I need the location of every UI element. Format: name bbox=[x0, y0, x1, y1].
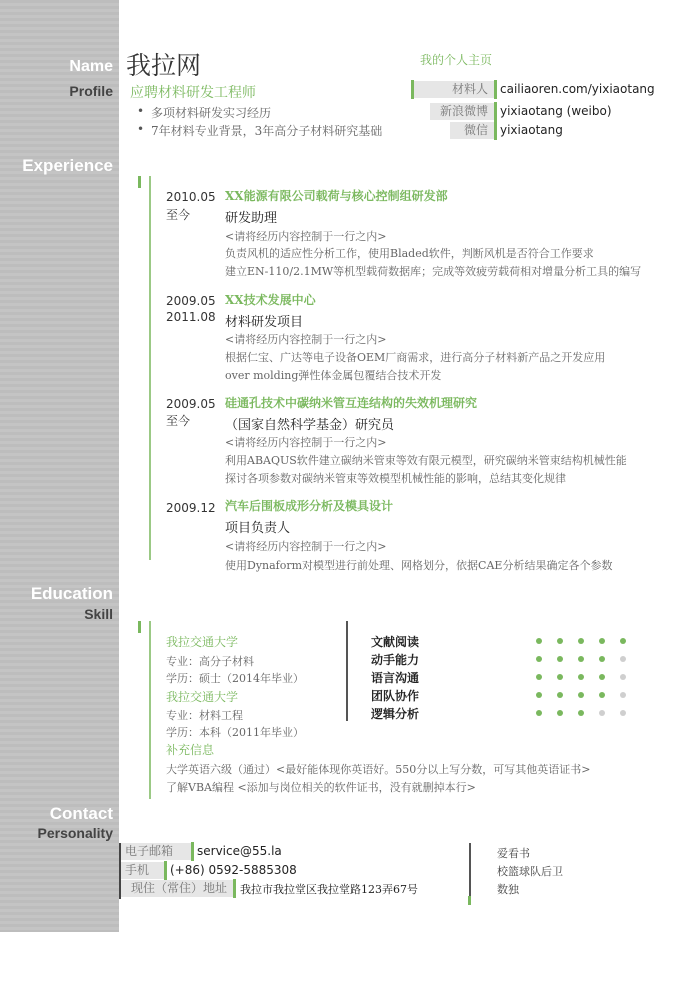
link-label-cailiaoren: 材料人 bbox=[414, 81, 494, 98]
exp-date-start: 2009.05 bbox=[166, 294, 216, 308]
highlight-item: • 多项材料研发实习经历 bbox=[151, 104, 271, 121]
extra-info-line: 大学英语六级（通过）<最好能体现你英语好。550分以上写分数，可写其他英语证书> bbox=[166, 763, 591, 776]
exp-role: （国家自然科学基金）研究员 bbox=[225, 418, 395, 433]
exp-org: 硅通孔技术中碳纳米管互连结构的失效机理研究 bbox=[225, 396, 478, 410]
personality-item: 校篮球队后卫 bbox=[497, 865, 563, 878]
person-name: 我拉网 bbox=[126, 51, 202, 80]
section-name-title: Name bbox=[69, 58, 113, 75]
contact-label-phone: 手机 bbox=[121, 862, 164, 879]
education-timeline bbox=[149, 621, 151, 799]
exp-org: 汽车后围板成形分析及模具设计 bbox=[225, 499, 394, 513]
highlight-item: • 7年材料专业背景，3年高分子材料研究基础 bbox=[151, 122, 382, 139]
skill-label: 逻辑分析 bbox=[371, 707, 420, 721]
link-marker bbox=[494, 102, 497, 121]
contact-phone[interactable]: (+86) 0592-5885308 bbox=[170, 863, 297, 877]
skill-dot-empty bbox=[620, 674, 626, 680]
skill-label: 动手能力 bbox=[371, 653, 420, 667]
section-experience-title: Experience bbox=[22, 156, 113, 175]
exp-line: 利用ABAQUS软件建立碳纳米管束等效有限元模型，研究碳纳米管束结构机械性能 bbox=[225, 454, 627, 467]
exp-line: over molding弹性体金属包覆结合技术开发 bbox=[225, 369, 442, 382]
section-education-title: Education bbox=[30, 584, 113, 603]
skill-divider bbox=[346, 621, 348, 721]
exp-date-start: 2009.05 bbox=[166, 397, 216, 411]
exp-date-start: 2010.05 bbox=[166, 190, 216, 204]
left-sidebar bbox=[0, 0, 119, 932]
exp-date-start: 2009.12 bbox=[166, 501, 216, 515]
link-marker bbox=[494, 80, 497, 99]
school-name: 我拉交通大学 bbox=[166, 690, 239, 704]
skill-dot-empty bbox=[620, 692, 626, 698]
contact-marker bbox=[233, 879, 236, 898]
school-major: 专业：材料工程 bbox=[166, 709, 243, 722]
section-skill-title: Skill bbox=[84, 606, 113, 622]
skill-dot-filled bbox=[557, 656, 563, 662]
skill-dot-filled bbox=[599, 638, 605, 644]
skill-dot-filled bbox=[557, 710, 563, 716]
exp-org: XX能源有限公司载荷与核心控制组研发部 bbox=[225, 189, 448, 203]
timeline-marker bbox=[138, 176, 141, 188]
exp-date-end: 至今 bbox=[166, 208, 191, 222]
skill-dot-filled bbox=[536, 674, 542, 680]
skill-dot-filled bbox=[557, 692, 563, 698]
skill-label: 语言沟通 bbox=[371, 671, 420, 685]
school-degree: 学历：硕士（2014年毕业） bbox=[166, 672, 304, 685]
skill-dot-filled bbox=[578, 710, 584, 716]
skill-label: 团队协作 bbox=[371, 689, 420, 703]
personality-item: 数独 bbox=[497, 883, 519, 896]
exp-line: 使用Dynaform对模型进行前处理、网格划分，依据CAE分析结果确定各个参数 bbox=[225, 559, 613, 572]
exp-line: 根据仁宝、广达等电子设备OEM厂商需求，进行高分子材料新产品之开发应用 bbox=[225, 351, 606, 364]
skill-dot-filled bbox=[578, 656, 584, 662]
skill-dot-filled bbox=[536, 692, 542, 698]
skill-dot-filled bbox=[557, 638, 563, 644]
exp-line: <请将经历内容控制于一行之内> bbox=[225, 230, 387, 243]
skill-dot-filled bbox=[536, 710, 542, 716]
skill-dot-empty bbox=[620, 656, 626, 662]
exp-line: <请将经历内容控制于一行之内> bbox=[225, 540, 387, 553]
link-label-weibo: 新浪微博 bbox=[430, 103, 494, 120]
section-personality-title: Personality bbox=[37, 825, 113, 841]
skill-dot-filled bbox=[620, 638, 626, 644]
section-profile-title: Profile bbox=[69, 83, 113, 99]
section-contact-title: Contact bbox=[49, 804, 113, 823]
exp-line: 建立EN-110/2.1MW等机型载荷数据库；完成等效疲劳载荷相对增量分析工具的编写 bbox=[225, 265, 642, 278]
experience-timeline bbox=[149, 176, 151, 560]
skill-dot-filled bbox=[578, 692, 584, 698]
school-major: 专业：高分子材料 bbox=[166, 655, 254, 668]
link-label-wechat: 微信 bbox=[450, 122, 494, 139]
exp-line: 负责风机的适应性分析工作，使用Bladed软件，判断风机是否符合工作要求 bbox=[225, 247, 594, 260]
link-marker bbox=[494, 121, 497, 140]
skill-dot-filled bbox=[578, 674, 584, 680]
contact-label-email: 电子邮箱 bbox=[121, 843, 191, 860]
skill-dot-filled bbox=[599, 674, 605, 680]
skill-dot-filled bbox=[599, 656, 605, 662]
link-cailiaoren[interactable]: cailiaoren.com/yixiaotang bbox=[500, 82, 655, 96]
exp-role: 研发助理 bbox=[225, 211, 278, 226]
exp-date-end: 至今 bbox=[166, 414, 191, 428]
skill-dot-empty bbox=[620, 710, 626, 716]
homepage-title: 我的个人主页 bbox=[420, 53, 493, 67]
skill-dot-filled bbox=[599, 692, 605, 698]
personality-marker bbox=[468, 896, 471, 905]
exp-role: 项目负责人 bbox=[225, 521, 291, 536]
timeline-marker bbox=[138, 621, 141, 633]
exp-line: <请将经历内容控制于一行之内> bbox=[225, 436, 387, 449]
skill-dot-empty bbox=[599, 710, 605, 716]
extra-info-title: 补充信息 bbox=[166, 743, 215, 757]
link-wechat[interactable]: yixiaotang bbox=[500, 123, 563, 137]
exp-role: 材料研发项目 bbox=[225, 315, 304, 330]
skill-dot-filled bbox=[536, 656, 542, 662]
contact-label-address: 现住（常住）地址 bbox=[121, 880, 233, 897]
job-title: 应聘材料研发工程师 bbox=[130, 85, 256, 101]
skill-dot-filled bbox=[536, 638, 542, 644]
extra-info-line: 了解VBA编程 <添加与岗位相关的软件证书，没有就删掉本行> bbox=[166, 781, 476, 794]
exp-line: 探讨各项参数对碳纳米管束等效模型机械性能的影响，总结其变化规律 bbox=[225, 472, 566, 485]
exp-line: <请将经历内容控制于一行之内> bbox=[225, 333, 387, 346]
school-degree: 学历：本科（2011年毕业） bbox=[166, 726, 304, 739]
contact-address: 我拉市我拉堂区我拉堂路123弄67号 bbox=[240, 883, 418, 896]
school-name: 我拉交通大学 bbox=[166, 635, 239, 649]
skill-dot-filled bbox=[578, 638, 584, 644]
exp-org: XX技术发展中心 bbox=[225, 293, 316, 307]
skill-label: 文献阅读 bbox=[371, 635, 420, 649]
contact-marker bbox=[164, 861, 167, 880]
exp-date-end: 2011.08 bbox=[166, 310, 216, 324]
personality-item: 爱看书 bbox=[497, 847, 530, 860]
contact-marker bbox=[191, 842, 194, 861]
link-weibo[interactable]: yixiaotang (weibo) bbox=[500, 104, 612, 118]
contact-email[interactable]: service@55.la bbox=[197, 844, 282, 858]
skill-dot-filled bbox=[557, 674, 563, 680]
